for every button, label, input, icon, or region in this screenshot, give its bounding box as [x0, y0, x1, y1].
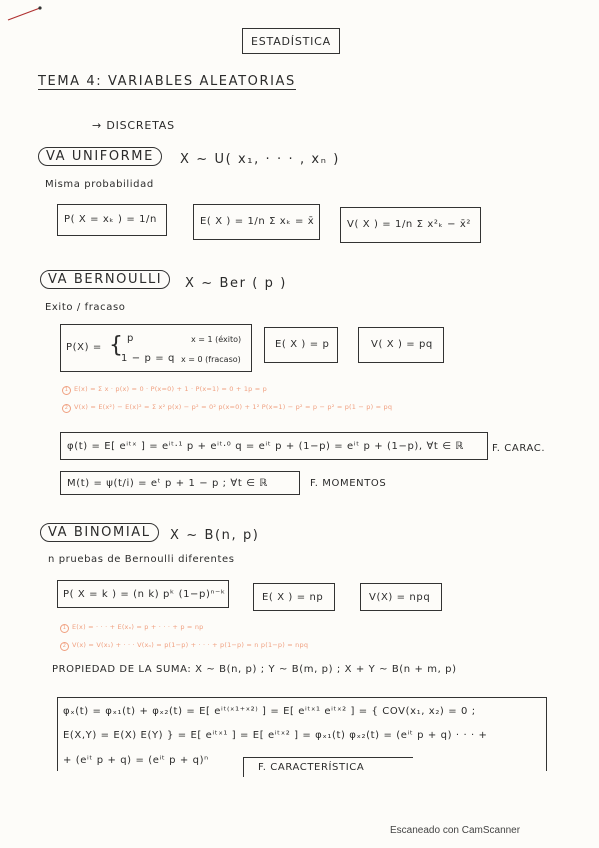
binomial-var-note: 2 V(x) = V(x₁) + · · · V(xₙ) = p(1−p) + · · · + p(1−p) = n p(1−p) = npq: [60, 641, 308, 651]
uniforme-var: V( X ) = 1/n Σ x²ₖ − x̄²: [347, 219, 471, 230]
uniforme-mean-box: [193, 204, 320, 240]
binomial-mean-note: 1 E(x) = · · · + E(xₙ) = p + · · · + p = np: [60, 623, 203, 633]
binomial-pmf: P( X = k ) = (n k) pᵏ (1−p)ⁿ⁻ᵏ: [63, 589, 226, 600]
brace-icon: {: [109, 333, 123, 358]
topic-heading: TEMA 4: VARIABLES ALEATORIAS: [38, 74, 296, 89]
bernoulli-pmf-box: [60, 324, 252, 372]
uniforme-pmf: P( X = xₖ ) = 1/n: [64, 214, 157, 225]
binomial-mean: E( X ) = np: [262, 592, 324, 603]
bernoulli-charfn-box: [60, 432, 488, 460]
bernoulli-mean-box: [264, 327, 338, 363]
uniforme-description: Misma probabilidad: [45, 179, 154, 190]
bernoulli-charfn-label: F. CARAC.: [492, 443, 546, 454]
bernoulli-var: V( X ) = pq: [371, 339, 433, 350]
bernoulli-mean-note: 1 E(x) = Σ x · p(x) = 0 · P(x=0) + 1 · P(x=1) = 0 + 1p = p: [62, 385, 267, 395]
bernoulli-notation: X ~ Ber ( p ): [185, 276, 287, 291]
bernoulli-mean-note-text: E(x) = Σ x · p(x) = 0 · P(x=0) + 1 · P(x=1) = 0 + 1p = p: [74, 385, 267, 393]
char-label-frame: [243, 757, 413, 777]
subtopic-heading: → DISCRETAS: [92, 119, 175, 132]
binomial-heading: VA BINOMIAL: [40, 523, 159, 542]
binomial-mean-note-text: E(x) = · · · + E(xₙ) = p + · · · + p = np: [72, 623, 204, 631]
title-box: [242, 28, 340, 54]
bernoulli-heading: VA BERNOULLI: [40, 270, 170, 289]
binomial-var-box: [360, 583, 442, 611]
uniforme-mean: E( X ) = 1/n Σ xₖ = x̄: [200, 216, 315, 227]
binomial-var-note-text: V(x) = V(x₁) + · · · V(xₙ) = p(1−p) + · · · + p(1−p) = n p(1−p) = npq: [72, 641, 309, 649]
binomial-charfn-line3: + (eⁱᵗ p + q) = (eⁱᵗ p + q)ⁿ: [63, 755, 209, 766]
bernoulli-pmf-row1-condition: x = 1 (éxito): [191, 335, 242, 344]
pen-mark: [6, 4, 42, 24]
bernoulli-var-note: 2 V(x) = E(x²) − E(x)² = Σ x² p(x) − p² = 0² p(x=0) + 1² P(x=1) − p² = p − p² = p(1 − p) = pq: [62, 403, 392, 413]
bernoulli-charfn: φ(t) = E[ eⁱᵗˣ ] = eⁱᵗ·¹ p + eⁱᵗ·⁰ q = eⁱᵗ p + (1−p) = eⁱᵗ p + (1−p), ∀t ∈ ℝ: [67, 441, 464, 452]
page-title: ESTADÍSTICA: [251, 35, 331, 48]
binomial-pmf-box: [57, 580, 229, 608]
bernoulli-var-box: [358, 327, 444, 363]
binomial-charfn-line1: φₓ(t) = φₓ₁(t) + φₓ₂(t) = E[ eⁱᵗ⁽ˣ¹⁺ˣ²⁾ ] = E[ eⁱᵗˣ¹ eⁱᵗˣ² ] = { COV(x₁, x₂) = 0 ;: [63, 706, 476, 717]
bernoulli-pmf-row2-condition: x = 0 (fracaso): [181, 355, 241, 364]
uniforme-heading: VA UNIFORME: [38, 147, 162, 166]
scanner-watermark: Escaneado con CamScanner: [390, 825, 521, 836]
bernoulli-var-note-text: V(x) = E(x²) − E(x)² = Σ x² p(x) − p² = 0² p(x=0) + 1² P(x=1) − p² = p − p² = p(1 − p) = pq: [74, 403, 393, 411]
bernoulli-mean: E( X ) = p: [275, 339, 330, 350]
sum-property: PROPIEDAD DE LA SUMA: X ~ B(n, p) ; Y ~ B(m, p) ; X + Y ~ B(n + m, p): [52, 664, 457, 675]
binomial-description: n pruebas de Bernoulli diferentes: [48, 554, 235, 565]
binomial-mean-box: [253, 583, 335, 611]
bernoulli-pmf-lhs: P(X) =: [66, 342, 102, 353]
bernoulli-description: Exito / fracaso: [45, 302, 126, 313]
binomial-char-label: F. CARACTERÍSTICA: [258, 762, 365, 773]
uniforme-var-box: [340, 207, 481, 243]
binomial-var: V(X) = npq: [369, 592, 431, 603]
bernoulli-mgf-box: [60, 471, 300, 495]
uniforme-pmf-box: [57, 204, 167, 236]
bernoulli-pmf-row1-value: p: [127, 333, 134, 344]
uniforme-notation: X ~ U( x₁, · · · , xₙ ): [180, 152, 340, 167]
bernoulli-mgf: M(t) = ψ(t/i) = eᵗ p + 1 − p ; ∀t ∈ ℝ: [67, 478, 268, 489]
bernoulli-pmf-row2-value: 1 − p = q: [121, 353, 175, 364]
binomial-charfn-line2: E(X,Y) = E(X) E(Y) } = E[ eⁱᵗˣ¹ ] = E[ eⁱᵗˣ² ] = φₓ₁(t) φₓ₂(t) = (eⁱᵗ p + q) · · · +: [63, 730, 488, 741]
binomial-notation: X ~ B(n, p): [170, 528, 260, 543]
bernoulli-mgf-label: F. MOMENTOS: [310, 478, 387, 489]
